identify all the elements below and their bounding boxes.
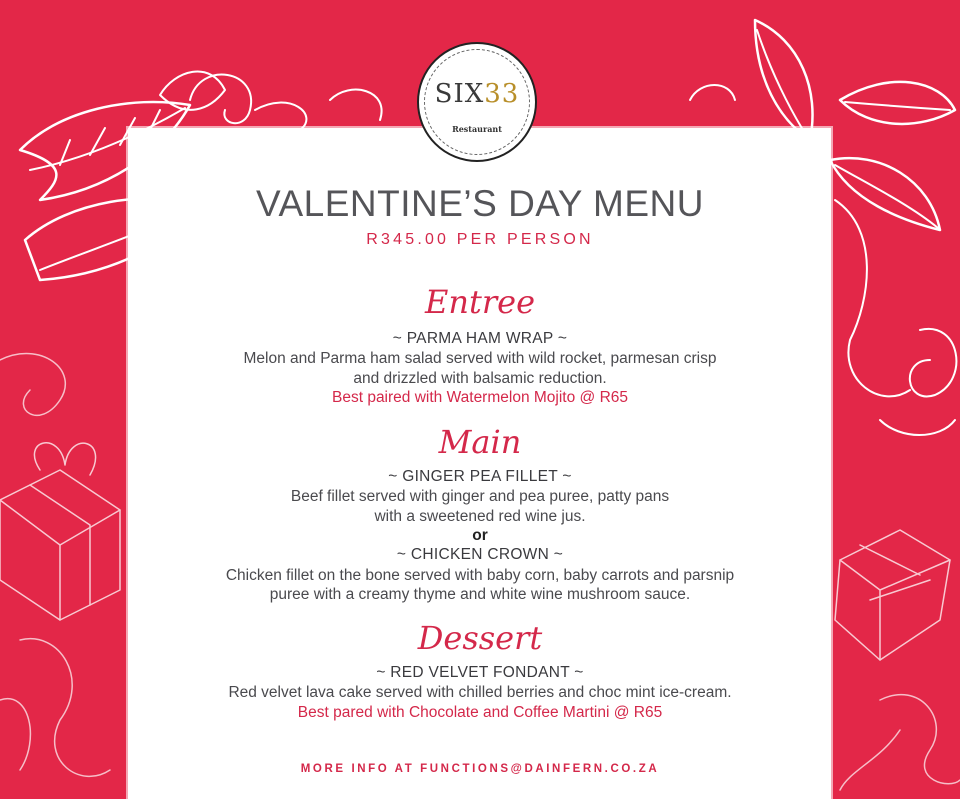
logo-name-part2: 33 xyxy=(484,79,520,109)
dish-name: ~ GINGER PEA FILLET ~ xyxy=(388,468,572,485)
contact-info: MORE INFO AT FUNCTIONS@DAINFERN.CO.ZA xyxy=(300,763,660,775)
dish-name: ~ CHICKEN CROWN ~ xyxy=(396,546,564,563)
dish-description: Red velvet lava cake served with chilled berries and choc mint ice-cream. xyxy=(228,684,732,701)
dish-name: ~ PARMA HAM WRAP ~ xyxy=(392,330,568,347)
section-heading-entree: Entree xyxy=(425,283,535,321)
dish-name: ~ RED VELVET FONDANT ~ xyxy=(376,664,584,681)
drink-pairing: Best paired with Watermelon Mojito @ R65 xyxy=(332,389,628,406)
logo-subtitle: Restaurant xyxy=(452,124,502,134)
swirl-vine-icon xyxy=(190,75,382,130)
dish-description: puree with a creamy thyme and white wine mushroom sauce. xyxy=(269,586,691,603)
drink-pairing: Best pared with Chocolate and Coffee Martini @ R65 xyxy=(297,704,663,721)
dish-description: Chicken fillet on the bone served with baby corn, baby carrots and parsnip xyxy=(225,567,735,584)
section-heading-main: Main xyxy=(438,423,522,461)
dish-description: Beef fillet served with ginger and pea puree, patty pans xyxy=(290,488,670,505)
dish-description: Melon and Parma ham salad served with wild rocket, parmesan crisp xyxy=(243,350,717,367)
logo-name xyxy=(419,80,535,108)
logo-name-part1: SIX xyxy=(434,79,485,109)
section-heading-dessert: Dessert xyxy=(417,619,543,657)
dish-description: with a sweetened red wine jus. xyxy=(374,508,586,525)
dish-description: and drizzled with balsamic reduction. xyxy=(353,370,607,387)
menu-title: VALENTINE’S DAY MENU xyxy=(256,183,704,224)
restaurant-logo xyxy=(417,42,537,162)
or-separator: or xyxy=(472,527,488,544)
price-per-person: R345.00 PER PERSON xyxy=(366,231,594,248)
